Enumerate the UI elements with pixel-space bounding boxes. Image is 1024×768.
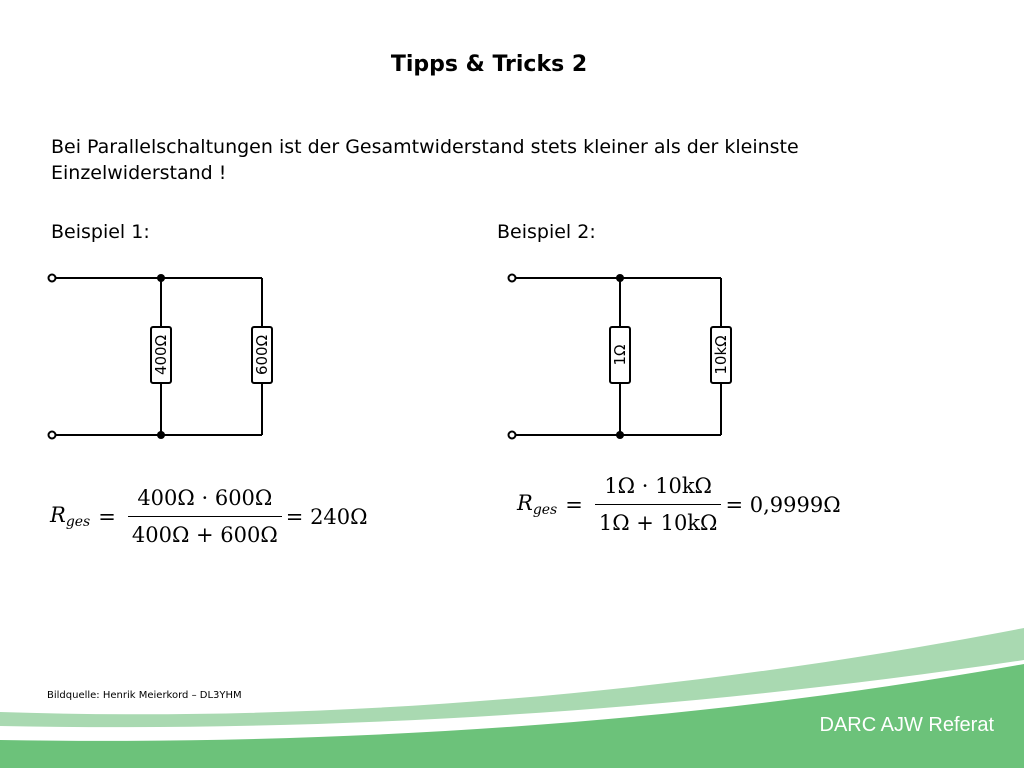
resistor-1-label: 400Ω bbox=[152, 334, 170, 376]
formula-2-result: = 0,9999Ω bbox=[725, 492, 841, 517]
formula-1-equals: = bbox=[98, 504, 116, 529]
formula-2-equals: = bbox=[565, 492, 583, 517]
footer-label: DARC AJW Referat bbox=[819, 714, 994, 736]
resistor-1-label: 1Ω bbox=[611, 344, 629, 366]
example-2-label: Beispiel 2: bbox=[497, 221, 596, 243]
formula-2-subscript: ges bbox=[532, 502, 558, 518]
formula-2-denominator: 1Ω + 10kΩ bbox=[595, 504, 722, 535]
example-1-label: Beispiel 1: bbox=[51, 221, 150, 243]
formula-1-numerator: 400Ω · 600Ω bbox=[137, 486, 273, 510]
resistor-2-label: 10kΩ bbox=[712, 335, 730, 375]
formula-1-subscript: ges bbox=[65, 514, 91, 530]
formula-2-numerator: 1Ω · 10kΩ bbox=[604, 474, 712, 498]
formula-1-result: = 240Ω bbox=[285, 504, 368, 529]
intro-text: Bei Parallelschaltungen ist der Gesamtwiderstand stets kleiner als der kleinste Einzelwiderstand ! bbox=[51, 136, 799, 184]
formula-1-denominator: 400Ω + 600Ω bbox=[128, 516, 282, 547]
slide-title-text: Tipps & Tricks 2 bbox=[390, 52, 588, 77]
resistor-2-label: 600Ω bbox=[253, 334, 271, 376]
image-source: Bildquelle: Henrik Meierkord – DL3YHM bbox=[47, 690, 242, 701]
formula-1-symbol: R bbox=[50, 503, 66, 527]
formula-2-symbol: R bbox=[517, 491, 533, 515]
